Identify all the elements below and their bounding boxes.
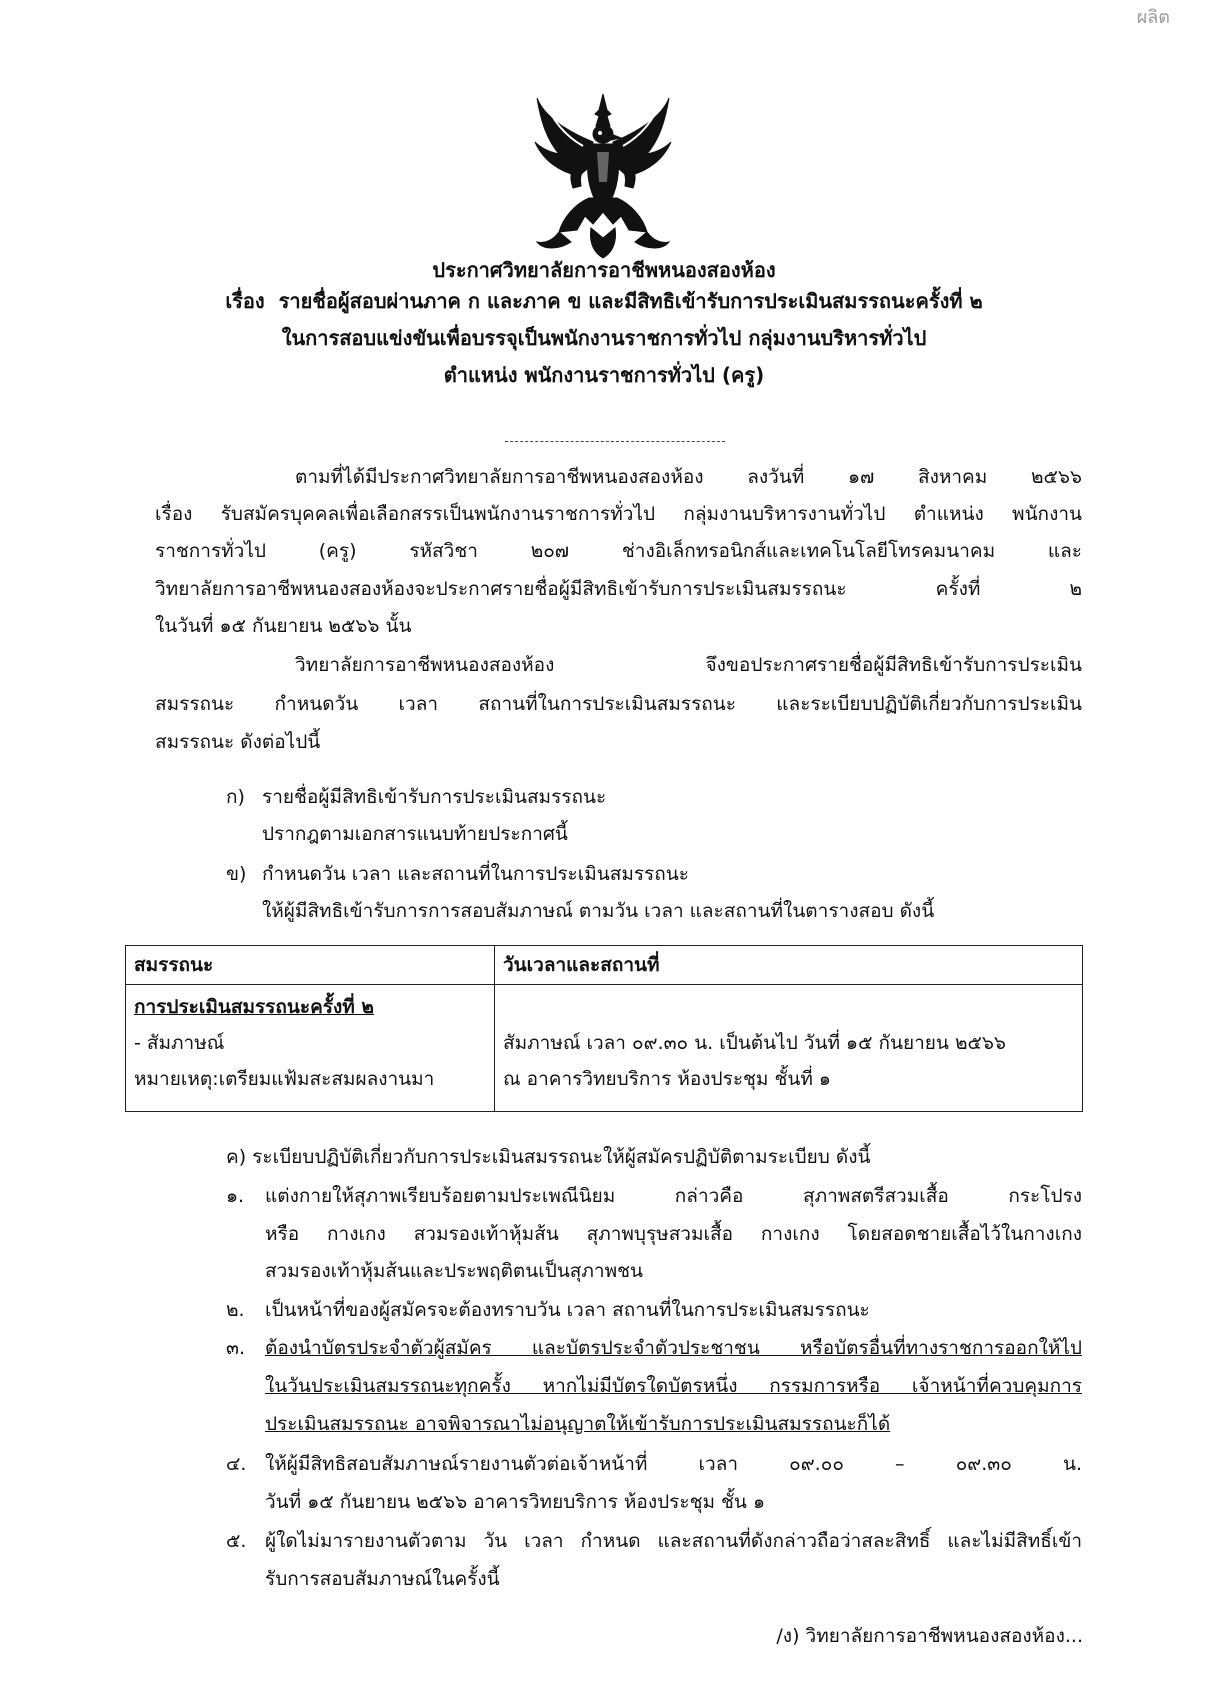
rule-line: ให้ผู้มีสิทธิสอบสัมภาษณ์รายงานตัวต่อเจ้าหน้าที่ เวลา ๐๙.๐๐ – ๐๙.๓๐ น. [265, 1453, 1082, 1475]
rule-line: รับการสอบสัมภาษณ์ในครั้งนี้ [265, 1568, 500, 1590]
announcement-position: ตำแหน่ง พนักงานราชการทั่วไป (ครู) [443, 363, 765, 387]
rule-number: ๔. [226, 1453, 247, 1475]
rule-line-underlined: ในวันประเมินสมรรถนะทุกครั้ง หากไม่มีบัตรใดบัตรหนึ่ง กรรมการหรือ เจ้าหน้าที่ควบคุมการ [265, 1375, 1082, 1397]
continuation-note: /ง) วิทยาลัยการอาชีพหนองสองห้อง... [776, 1625, 1083, 1647]
schedule-time: สัมภาษณ์ เวลา ๐๙.๓๐ น. เป็นต้นไป วันที่ ๑๕ กันยายน ๒๕๖๖ [503, 1032, 1006, 1054]
section-a-line: ปรากฎตามเอกสารแนบท้ายประกาศนี้ [262, 823, 568, 845]
para1-line: เรื่อง รับสมัครบุคคลเพื่อเลือกสรรเป็นพนักงานราชการทั่วไป กลุ่มงานบริหารงานทั่วไป ตำแหน่ง พนักงาน [155, 503, 1082, 525]
assessment-round-title: การประเมินสมรรถนะครั้งที่ ๒ [134, 996, 374, 1018]
announcement-line-3: ในการสอบแข่งขันเพื่อบรรจุเป็นพนักงานราชการทั่วไป กลุ่มงานบริหารทั่วไป [281, 326, 927, 350]
rule-number: ๒. [226, 1299, 245, 1321]
schedule-table [125, 945, 1083, 1112]
assessment-note: หมายเหตุ:เตรียมแฟ้มสะสมผลงานมา [134, 1068, 435, 1090]
corner-handwritten-mark: ผลิต [1136, 7, 1170, 28]
assessment-item: - สัมภาษณ์ [134, 1032, 225, 1054]
para1-line: ในวันที่ ๑๕ กันยายน ๒๕๖๖ นั้น [155, 615, 412, 637]
table-row [126, 985, 1083, 1112]
schedule-cell [495, 985, 1083, 1112]
section-c-intro: ค) ระเบียบปฏิบัติเกี่ยวกับการประเมินสมรรถนะให้ผู้สมัครปฏิบัติตามระเบียบ ดังนี้ [226, 1146, 871, 1168]
rule-line-underlined: ประเมินสมรรถนะ อาจพิจารณาไม่อนุญาตให้เข้ารับการประเมินสมรรถนะก็ได้ [265, 1413, 891, 1435]
rule-line: ผู้ใดไม่มารายงานตัวตาม วัน เวลา กำหนด และสถานที่ดังกล่าวถือว่าสละสิทธิ์ และไม่มีสิทธิ์เข้า [265, 1530, 1082, 1552]
table-header-competency: สมรรถนะ [126, 946, 495, 985]
header-divider [505, 441, 725, 442]
rule-line-underlined: ต้องนำบัตรประจำตัวผู้สมัคร และบัตรประจำตัวประชาชน หรือบัตรอื่นที่ทางราชการออกให้ไป [265, 1337, 1082, 1359]
rule-line: หรือ กางเกง สวมรองเท้าหุ้มส้น สุภาพบุรุษสวมเสื้อ กางเกง โดยสอดชายเสื้อไว้ในกางเกง [265, 1223, 1082, 1245]
rule-line: สวมรองเท้าหุ้มส้นและประพฤติตนเป็นสุภาพชน [265, 1260, 644, 1282]
section-b-line: ให้ผู้มีสิทธิเข้ารับการการสอบสัมภาษณ์ ตามวัน เวลา และสถานที่ในตารางสอบ ดังนี้ [262, 900, 935, 922]
rule-line: เป็นหน้าที่ของผู้สมัครจะต้องทราบวัน เวลา สถานที่ในการประเมินสมรรถนะ [265, 1299, 870, 1321]
competency-cell [126, 985, 495, 1112]
section-a-line: รายชื่อผู้มีสิทธิเข้ารับการประเมินสมรรถนะ [262, 786, 607, 808]
table-header-datetime-place: วันเวลาและสถานที่ [495, 946, 1083, 985]
section-a-marker: ก) [226, 786, 245, 808]
rule-number: ๑. [226, 1185, 245, 1207]
para2-line: สมรรถนะ ดังต่อไปนี้ [155, 731, 321, 753]
announcement-title: ประกาศวิทยาลัยการอาชีพหนองสองห้อง [432, 258, 776, 282]
para1-line: ตามที่ได้มีประกาศวิทยาลัยการอาชีพหนองสองห้อง ลงวันที่ ๑๗ สิงหาคม ๒๕๖๖ [295, 466, 1082, 488]
subject-text: รายชื่อผู้สอบผ่านภาค ก และภาค ข และมีสิทธิเข้ารับการประเมินสมรรถนะครั้งที่ ๒ [278, 289, 983, 313]
rule-number: ๕. [226, 1530, 247, 1552]
rule-line: วันที่ ๑๕ กันยายน ๒๕๖๖ อาคารวิทยบริการ ห้องประชุม ชั้น ๑ [265, 1491, 766, 1513]
para1-line: วิทยาลัยการอาชีพหนองสองห้องจะประกาศรายชื่อผู้มีสิทธิเข้ารับการประเมินสมรรถนะ ครั้งที่ ๒ [155, 578, 1082, 600]
subject-label: เรื่อง [225, 289, 265, 313]
para1-line: ราชการทั่วไป (ครู) รหัสวิชา ๒๐๗ ช่างอิเล็กทรอนิกส์และเทคโนโลยีโทรคมนาคม และ [155, 540, 1082, 562]
table-header-row [126, 946, 1083, 985]
section-b-marker: ข) [226, 863, 247, 885]
garuda-emblem-icon [529, 92, 677, 260]
para2-line: วิทยาลัยการอาชีพหนองสองห้อง จึงขอประกาศรายชื่อผู้มีสิทธิเข้ารับการประเมิน [295, 654, 1082, 676]
para2-line: สมรรถนะ กำหนดวัน เวลา สถานที่ในการประเมินสมรรถนะ และระเบียบปฏิบัติเกี่ยวกับการประเมิน [155, 693, 1082, 715]
section-b-line: กำหนดวัน เวลา และสถานที่ในการประเมินสมรรถนะ [262, 863, 689, 885]
rule-number: ๓. [226, 1337, 246, 1359]
schedule-place: ณ อาคารวิทยบริการ ห้องประชุม ชั้นที่ ๑ [503, 1068, 831, 1090]
announcement-subject [0, 286, 1208, 316]
rule-line: แต่งกายให้สุภาพเรียบร้อยตามประเพณีนิยม กล่าวคือ สุภาพสตรีสวมเสื้อ กระโปรง [265, 1185, 1082, 1207]
